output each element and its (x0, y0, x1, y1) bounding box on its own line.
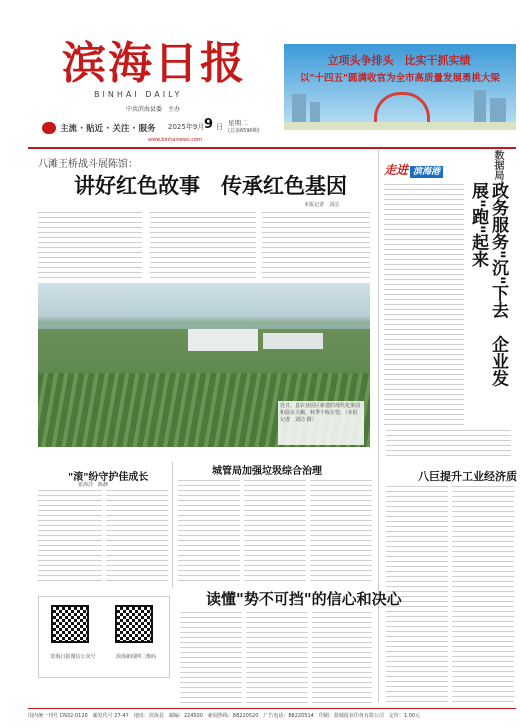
banner-line2: 以"十四五"圆满收官为全市高质量发展勇挑大梁 (300, 73, 500, 84)
qr-code-icon (51, 605, 89, 643)
banner-line1: 立项头争排头 比实干抓实绩 (327, 54, 471, 67)
story2-text-col2 (452, 484, 514, 706)
right-text-block1 (384, 182, 464, 427)
qr-label: 滨海新闻网二维码 (115, 654, 156, 660)
photo-greenhouse (188, 329, 258, 351)
story-c-text-col3 (312, 610, 372, 704)
story-a-headline: "滚"纷守护佳成长 (68, 472, 149, 483)
photo-greenhouse (263, 333, 323, 349)
issue-number: (总第6590期) (228, 128, 260, 134)
qr-code-icon (115, 605, 153, 643)
organizer-line: 中共滨海县委 主办 (126, 106, 181, 113)
website: www.binhainews.com (148, 137, 202, 143)
slogan-item: 主流 (60, 124, 78, 134)
newspaper-pinyin: BINHAI DAILY (94, 90, 183, 99)
slogan: 主流 · 贴近 · 关注 · 服务 (60, 124, 156, 134)
vertical-kicker: 数据局： (492, 150, 503, 190)
story-b-text-col2 (244, 478, 306, 584)
vertical-headline: 政务服务"沉"下去 企业发展"跑"起来 (468, 182, 508, 387)
lead-byline: 本报记者 刘洁 (304, 202, 340, 208)
weekday: 星期二 (228, 119, 248, 127)
section-tag-main: 走进 (384, 163, 409, 177)
footer-info: 国内统一刊号 CN32-0120 邮发代号 27-47 地址：滨海县 邮编：224500 新闻热线：88220520 广告电话：88220514 印刷：盐城报业印务有限公司 定价：1.00元 (28, 708, 516, 719)
banner-ad (284, 44, 516, 130)
newspaper-logo-icon (42, 122, 56, 134)
issue-date: 2025年9月 (168, 123, 205, 131)
lead-text-col1 (38, 210, 142, 280)
story-c-text-col2 (246, 610, 308, 704)
qr-panel (38, 596, 170, 678)
right-text-block2 (386, 428, 511, 458)
column-divider (172, 462, 173, 588)
slogan-item: 服务 (138, 124, 156, 134)
story-c-text-col1 (180, 610, 242, 704)
story-b-text-col1 (178, 478, 240, 584)
story-b-headline: 城管局加强垃圾综合治理 (212, 466, 322, 477)
issue-day-unit: 日 (216, 123, 223, 131)
column-divider (378, 150, 379, 702)
story-a-byline: 张海洋 陈静 (78, 482, 109, 488)
lead-text-col2 (150, 210, 256, 280)
header-rule (28, 147, 516, 149)
section-tag (384, 161, 443, 178)
story2-headline: 八巨提升工业经济质 (418, 470, 517, 483)
section-tag-sub: 滨海港 (410, 166, 443, 178)
story-b-text-col3 (310, 478, 372, 584)
lead-text-col3 (262, 210, 370, 280)
lead-headline: 讲好红色故事 传承红色基因 (74, 174, 347, 198)
photo-caption: 近日，县农业园区新建的现代化果园和温室大棚，秋季丰收在望。（本报记者 刘洁 摄） (280, 403, 361, 423)
issue-day: 9 (204, 117, 214, 132)
slogan-item: 贴近 (86, 124, 104, 134)
story-c-headline: 读懂"势不可挡"的信心和决心 (206, 590, 402, 608)
slogan-item: 关注 (112, 124, 130, 134)
story-a-text-col1 (38, 488, 102, 584)
lead-kicker: 八滩王桥战斗展陈馆： (38, 159, 138, 170)
lead-photo (38, 283, 370, 447)
photo-caption-box (278, 401, 364, 445)
story-a-text-col2 (106, 488, 168, 584)
qr-label: 滨海日报微信公众号 (50, 654, 96, 660)
newspaper-title: 滨海日报 (62, 38, 246, 89)
ground-strip (284, 122, 516, 130)
